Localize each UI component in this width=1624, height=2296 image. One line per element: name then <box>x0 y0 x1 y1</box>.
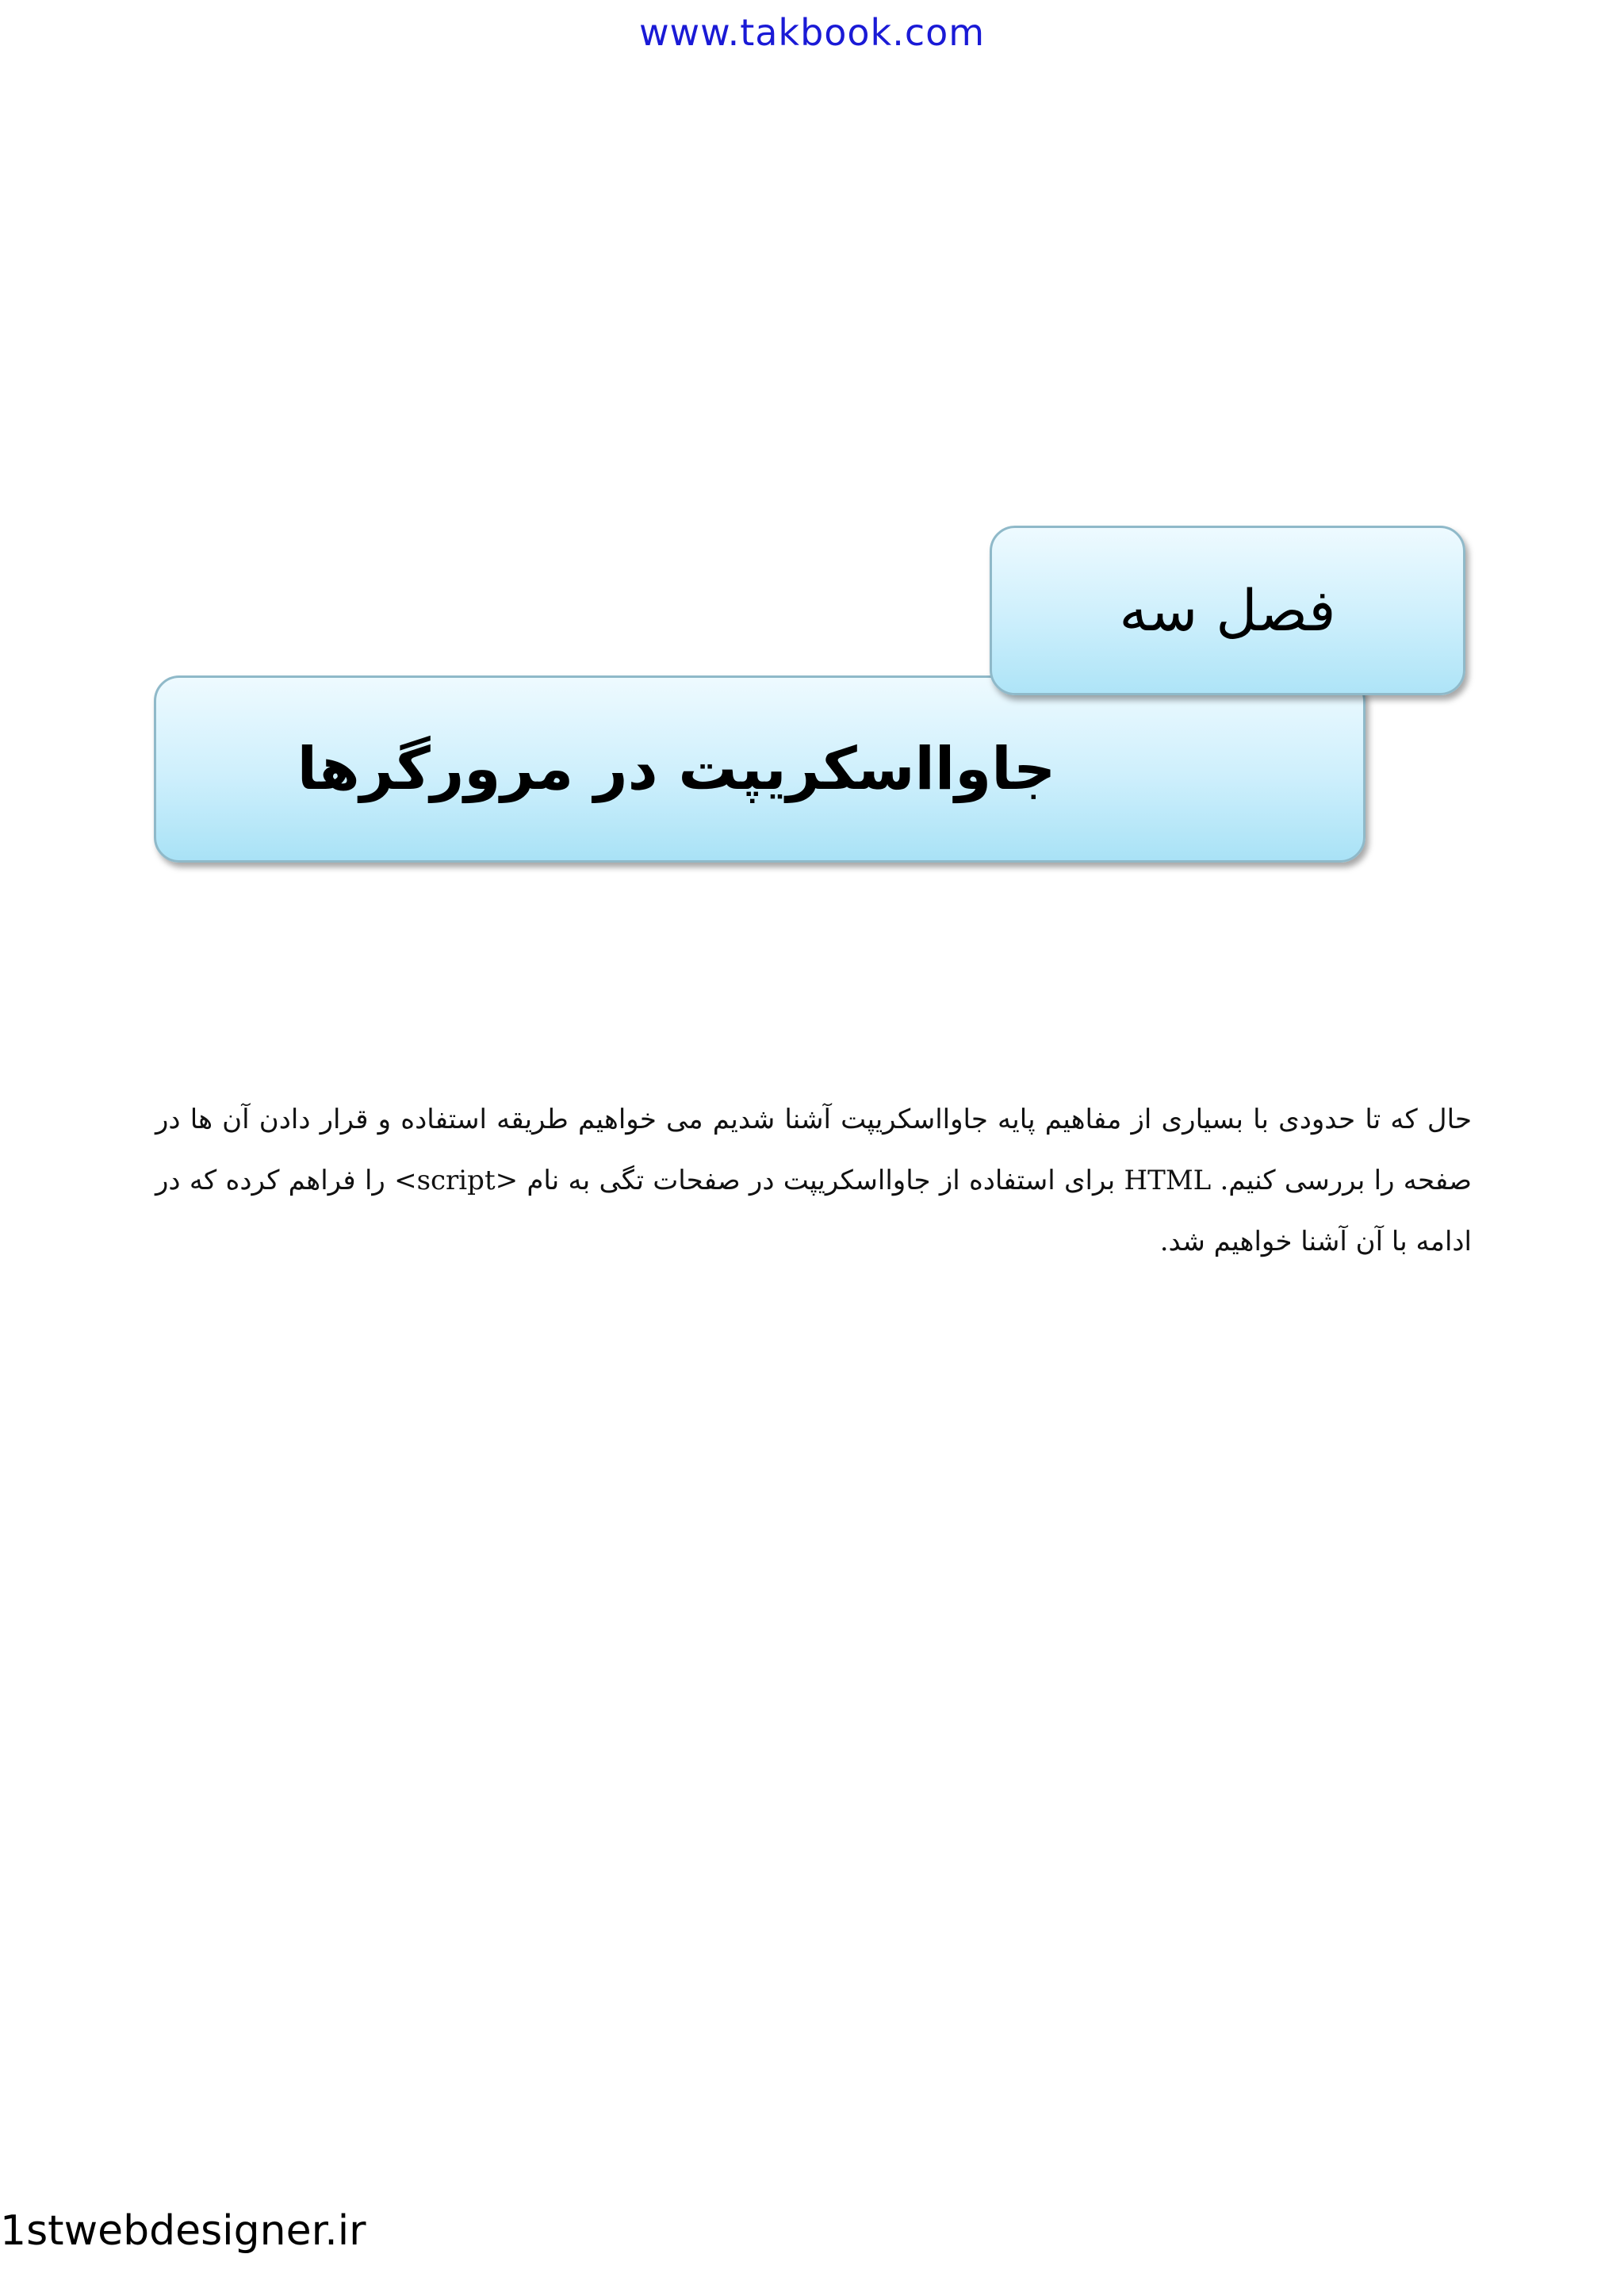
footer-brand: 1stwebdesigner.ir <box>0 2207 366 2255</box>
chapter-title: جاوااسکریپت در مرورگرها <box>297 735 1056 803</box>
chapter-number-box <box>990 526 1465 695</box>
site-url-link[interactable]: www.takbook.com <box>638 11 986 54</box>
chapter-title-box <box>154 675 1365 863</box>
chapter-number-label: فصل سه <box>1119 577 1336 644</box>
body-paragraph: حال که تا حدودی با بسیاری از مفاهیم پایه جاوااسکریپت آشنا شدیم می خواهیم طریقه استفاده و قرار دادن آن ها در صفحه را بررسی کنیم. HTML برای استفاده از جاوااسکریپت در صفحات تگی به نام <script> را فراهم کرده که در ادامه با آن آشنا خواهیم شد. <box>155 1104 1472 1257</box>
